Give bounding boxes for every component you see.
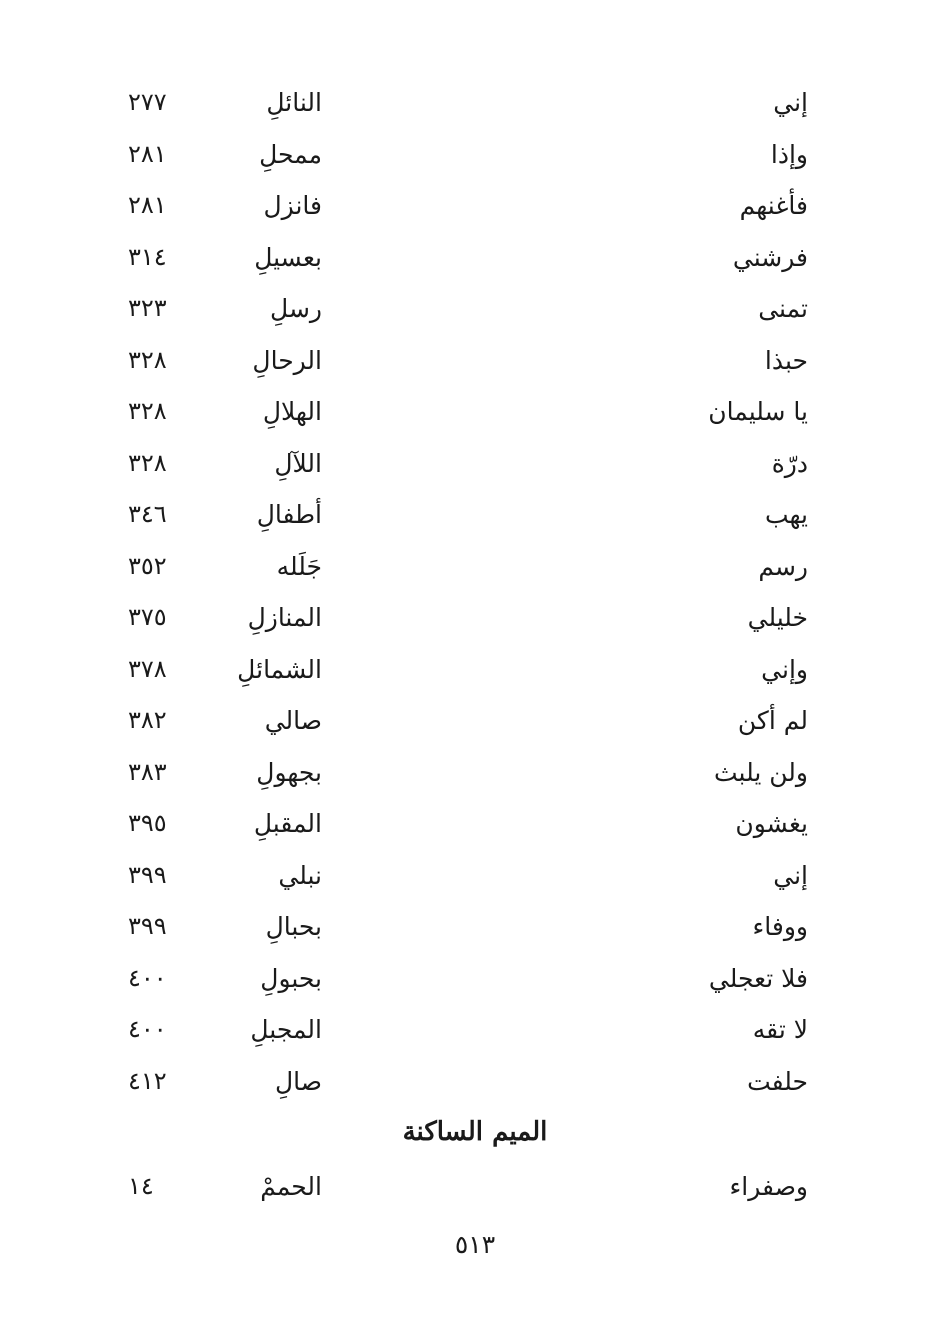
table-row [0, 542, 950, 594]
page-reference: ١٤ [128, 1172, 154, 1200]
rhyme-word: الهلالِ [262, 397, 322, 426]
page-reference: ٣٥٢ [128, 551, 167, 580]
page-reference: ٣٨٣ [128, 757, 167, 786]
page-reference: ٢٧٧ [128, 88, 167, 116]
page-reference: ٤٠٠ [128, 963, 167, 992]
page-reference: ٢٨١ [128, 191, 167, 219]
verse-first-word: تمنى [758, 294, 808, 323]
page-reference: ٣٨٢ [128, 706, 167, 734]
verse-first-word: إني [773, 860, 808, 890]
page-reference: ٣٢٣ [128, 294, 167, 322]
rhyme-word: الحممْ [260, 1172, 322, 1201]
rhyme-word: صالِ [274, 1066, 322, 1096]
table-row [0, 748, 950, 800]
rhyme-word: فانزل [263, 191, 322, 220]
verse-first-word: وإني [761, 654, 808, 684]
table-row [0, 851, 950, 903]
table-row [0, 130, 950, 182]
verse-first-word: خليلي [747, 603, 808, 632]
page-reference: ٣٢٨ [128, 397, 167, 425]
rhyme-word: جَلَله [276, 551, 322, 581]
table-row [0, 387, 950, 439]
table-row [0, 645, 950, 697]
table-row [0, 336, 950, 388]
verse-first-word: إني [773, 88, 808, 117]
verse-first-word: فأغنهم [739, 191, 808, 220]
verse-first-word: يهب [764, 500, 808, 529]
section-heading: الميم الساكنة [402, 1117, 548, 1147]
table-row [0, 78, 950, 130]
page-reference: ٤١٢ [128, 1066, 167, 1095]
table-row [0, 1057, 950, 1109]
page-reference: ٣٢٨ [128, 448, 167, 477]
verse-first-word: ووفاء [752, 912, 808, 941]
table-row [0, 1162, 950, 1214]
table-row [0, 490, 950, 542]
table-row [0, 181, 950, 233]
page-reference: ٣٧٥ [128, 603, 167, 631]
page-reference: ٣٩٩ [128, 912, 167, 940]
verse-first-word: لم أكن [737, 706, 808, 735]
table-row [0, 593, 950, 645]
verse-first-word: لا تقه [752, 1015, 808, 1044]
rhyme-word: نبلي [278, 860, 322, 890]
page-reference: ٢٨١ [128, 139, 167, 168]
rhyme-word: بحبولِ [260, 963, 322, 993]
table-row [0, 799, 950, 851]
verse-first-word: فلا تعجلي [708, 963, 808, 993]
verse-first-word: يا سليمان [708, 397, 808, 426]
rhyme-word: المقبلِ [253, 809, 322, 838]
rhyme-word: أطفالِ [256, 500, 322, 529]
rhyme-word: الرحالِ [252, 345, 322, 375]
verse-first-word: حلفت [747, 1066, 808, 1096]
rhyme-word: المنازلِ [247, 603, 322, 632]
verse-first-word: درّة [771, 448, 808, 478]
table-row [0, 233, 950, 285]
table-row [0, 954, 950, 1006]
rhyme-word: رسلِ [270, 294, 322, 323]
page-reference: ٣٧٨ [128, 654, 167, 683]
rhyme-word: الشمائلِ [237, 654, 322, 684]
verse-first-word: فرشني [732, 242, 808, 272]
table-row [0, 696, 950, 748]
verse-first-word: رسم [758, 551, 808, 581]
page-reference: ٣٩٩ [128, 860, 167, 889]
rhyme-word: بعسيلِ [254, 242, 322, 272]
table-row [0, 284, 950, 336]
page-reference: ٣١٤ [128, 242, 167, 271]
verse-first-word: وإذا [770, 139, 808, 169]
verse-first-word: يغشون [735, 809, 808, 838]
page-reference: ٤٠٠ [128, 1015, 167, 1043]
table-row [0, 902, 950, 954]
verse-first-word: وصفراء [729, 1172, 808, 1201]
rhyme-word: النائلِ [266, 88, 322, 117]
verse-first-word: ولن يلبث [714, 757, 808, 787]
page-number: ٥١٣ [454, 1230, 496, 1259]
rhyme-word: المجبلِ [250, 1015, 322, 1044]
table-row [0, 1005, 950, 1057]
rhyme-word: بحبالِ [265, 912, 322, 941]
index-table [0, 78, 950, 1108]
page-reference: ٣٩٥ [128, 809, 167, 837]
rhyme-word: اللآلِ [274, 448, 322, 478]
rhyme-word: بجهولِ [256, 757, 322, 787]
table-row [0, 439, 950, 491]
page-reference: ٣٤٦ [128, 500, 167, 528]
rhyme-word: صالي [264, 706, 322, 735]
rhyme-word: ممحلِ [259, 139, 322, 169]
page-reference: ٣٢٨ [128, 345, 167, 374]
verse-first-word: حبذا [764, 345, 808, 375]
